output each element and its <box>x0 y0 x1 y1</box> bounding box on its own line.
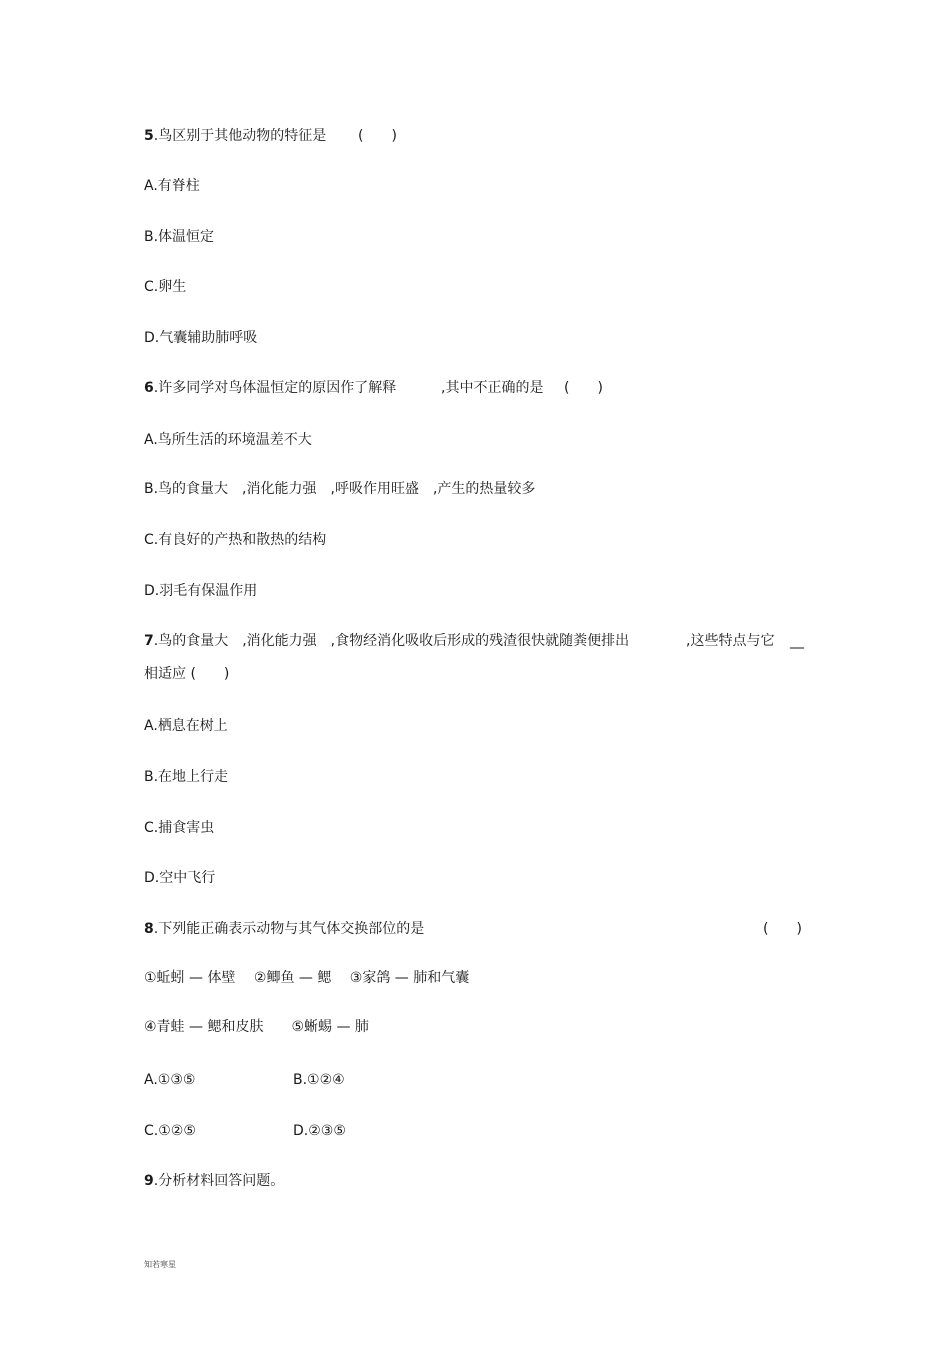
q5-text: .鸟区别于其他动物的特征是 <box>153 128 327 144</box>
q8-stem <box>144 919 424 939</box>
q6-text-b: ,其中不正确的是 <box>441 380 544 396</box>
q5-number: 5 <box>144 128 154 144</box>
q7-option-a: A.栖息在树上 <box>144 718 228 734</box>
q6-option-c: C.有良好的产热和散热的结构 <box>144 532 327 548</box>
q7-text-b: ,这些特点与它 <box>686 633 775 649</box>
q7-option-b: B.在地上行走 <box>144 769 229 785</box>
q8-answer-bracket: ( ) <box>763 921 802 937</box>
q7-blank: __ <box>790 633 804 649</box>
q6-option-b: B.鸟的食量大 ,消化能力强 ,呼吸作用旺盛 ,产生的热量较多 <box>144 481 536 497</box>
q7-stem-line2: 相适应 ( ) <box>144 666 230 682</box>
q8-number: 8 <box>144 921 154 937</box>
q6-text-a: .许多同学对鸟体温恒定的原因作了解释 <box>153 380 397 396</box>
q8-option-a: A.①③⑤ <box>144 1072 196 1088</box>
q6-answer-bracket: ( ) <box>564 380 603 396</box>
q7-number: 7 <box>144 633 154 649</box>
q8-items-line1: ①蚯蚓 — 体壁 ②鲫鱼 — 鳃 ③家鸽 — 肺和气囊 <box>144 970 470 986</box>
q8-text: .下列能正确表示动物与其气体交换部位的是 <box>153 921 425 937</box>
q9-stem <box>144 1171 284 1191</box>
q5-answer-bracket: ( ) <box>358 128 397 144</box>
q6-stem <box>144 378 396 398</box>
q6-number: 6 <box>144 380 154 396</box>
q5-option-b: B.体温恒定 <box>144 229 215 245</box>
q9-number: 9 <box>144 1173 154 1189</box>
q6-option-a: A.鸟所生活的环境温差不大 <box>144 432 312 448</box>
q5-option-c: C.卵生 <box>144 279 187 295</box>
q5-option-a: A.有脊柱 <box>144 178 200 194</box>
q7-option-c: C.捕食害虫 <box>144 820 215 836</box>
q8-items-line2: ④青蛙 — 鳃和皮肤 ⑤蜥蜴 — 肺 <box>144 1019 369 1035</box>
q7-stem <box>144 631 629 651</box>
q7-option-d: D.空中飞行 <box>144 870 216 886</box>
q8-option-d: D.②③⑤ <box>293 1123 346 1139</box>
q5-option-d: D.气囊辅助肺呼吸 <box>144 330 258 346</box>
q8-option-b: B.①②④ <box>293 1072 345 1088</box>
page-footer: 知若寒星 <box>144 1260 176 1269</box>
q5-stem <box>144 126 326 146</box>
q9-text: .分析材料回答问题。 <box>153 1173 285 1189</box>
q8-option-c: C.①②⑤ <box>144 1123 196 1139</box>
q7-text-a: .鸟的食量大 ,消化能力强 ,食物经消化吸收后形成的残渣很快就随粪便排出 <box>153 633 630 649</box>
q6-option-d: D.羽毛有保温作用 <box>144 583 258 599</box>
